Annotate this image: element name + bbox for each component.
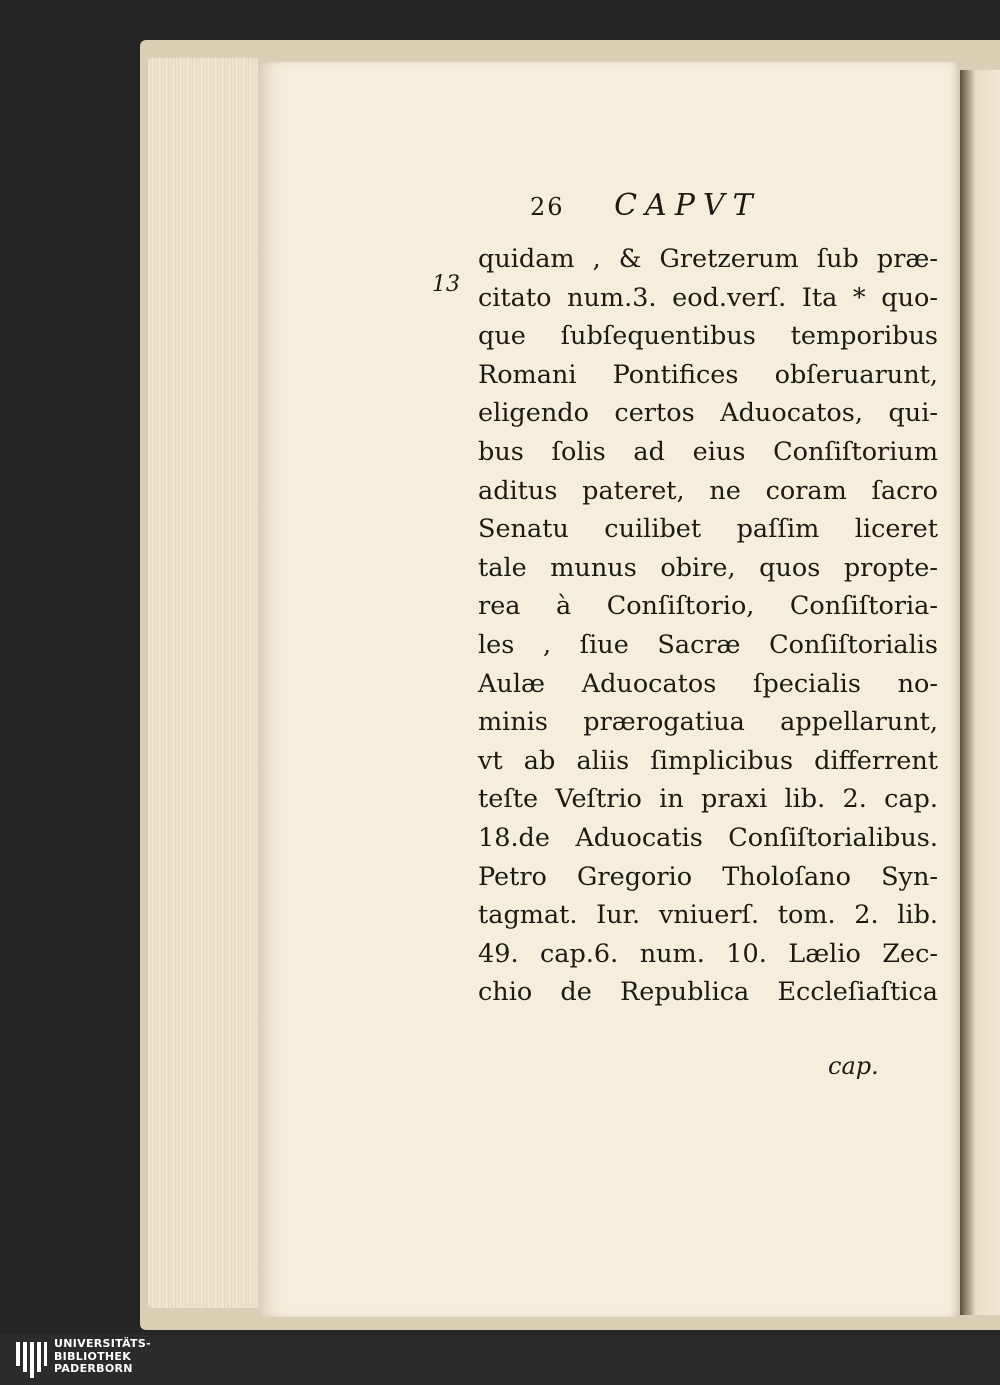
- text-line: teſte Veſtrio in praxi lib. 2. cap.: [478, 784, 938, 815]
- text-line: Petro Gregorio Tholoſano Syn-: [478, 861, 938, 892]
- text-line: 49. cap.6. num. 10. Lælio Zec-: [478, 938, 938, 969]
- text-line: bus ſolis ad eius Conſiſtorium: [478, 436, 938, 467]
- text-line: quidam , & Gretzerum ſub præ-: [478, 244, 938, 274]
- body-text: [478, 240, 938, 1012]
- text-line: rea à Conſiſtorio, Conſiſtoria-: [478, 591, 938, 622]
- marginal-number: 13: [432, 272, 460, 297]
- text-line: que ſubſequentibus temporibus: [478, 321, 938, 352]
- running-header: [530, 188, 830, 228]
- text-line: eligendo certos Aduocatos, qui-: [478, 398, 938, 429]
- text-line: aditus pateret, ne coram ſacro: [478, 475, 938, 506]
- text-line: vt ab aliis ſimplicibus differrent: [478, 745, 938, 776]
- logo-line: PADERBORN: [54, 1362, 133, 1375]
- text-line: 18.de Aduocatis Conſiſtorialibus.: [478, 822, 938, 853]
- text-line: Aulæ Aduocatos ſpecialis no-: [478, 668, 938, 699]
- page-number: 26: [530, 193, 565, 221]
- text-line: Romani Pontifices obſeruarunt,: [478, 359, 938, 390]
- catchword: cap.: [828, 1052, 879, 1080]
- library-logo-icon: [14, 1340, 48, 1380]
- page-edges: [148, 58, 258, 1308]
- text-line: tagmat. Iur. vniuerſ. tom. 2. lib.: [478, 900, 938, 931]
- running-title: CAPVT: [614, 188, 761, 223]
- library-logo-text: [54, 1338, 151, 1376]
- logo-line: BIBLIOTHEK: [54, 1349, 132, 1363]
- text-line: tale munus obire, quos propte-: [478, 552, 938, 583]
- text-line: chio de Republica Eccleſiaſtica: [478, 977, 938, 1008]
- facing-page-edge: [960, 70, 1000, 1315]
- text-line: Senatu cuilibet paſſim liceret: [478, 514, 938, 545]
- text-line: les , ſiue Sacræ Conſiſtorialis: [478, 629, 938, 660]
- logo-line: UNIVERSITÄTS-: [54, 1337, 151, 1350]
- text-line: citato num.3. eod.verſ. Ita * quo-: [478, 282, 938, 313]
- text-line: minis prærogatiua appellarunt,: [478, 707, 938, 738]
